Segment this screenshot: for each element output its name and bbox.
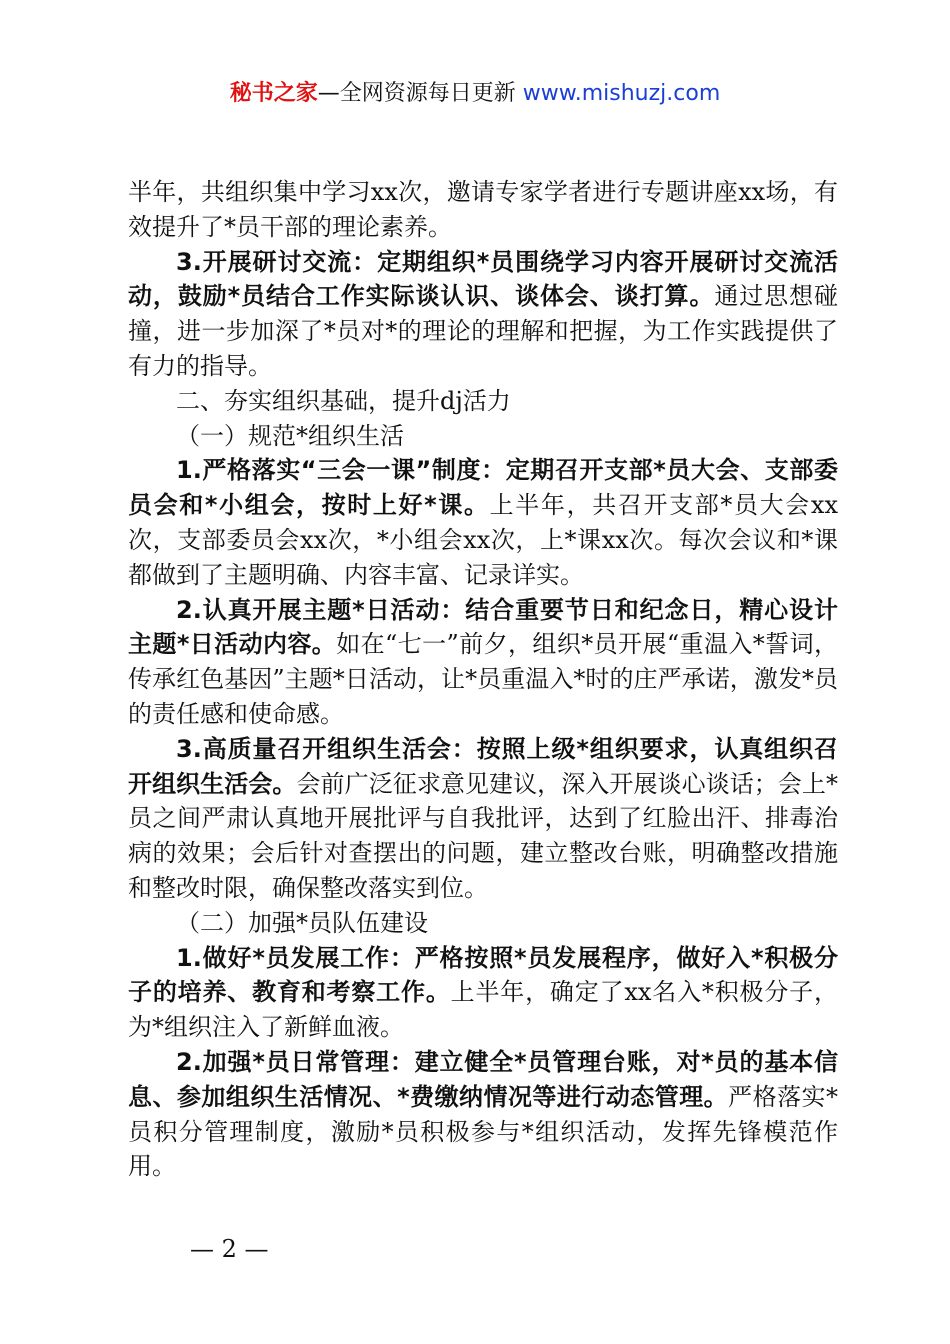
heading-text: （二）加强*员队伍建设	[176, 908, 428, 937]
paragraph-text: 半年，共组织集中学习xx次，邀请专家学者进行专题讲座xx场，有效提升了*员干部的理论素养。	[128, 178, 838, 241]
paragraph-continued	[128, 175, 838, 245]
paragraph-text: 上半年，共召开支部*员大会xx次，支部委员会xx次，*小组会xx次，上*课xx次。每次会议和*课都做到了主题明确、内容丰富、记录详实。	[128, 491, 838, 589]
paragraph-lead: 2.认真开展主题*日活动：结合重要节日和纪念日，精心设计主题*日活动内容。	[128, 595, 838, 659]
paragraph-text: 严格落实*员积分管理制度，激励*员积极参与*组织活动，发挥先锋模范作用。	[128, 1082, 838, 1181]
page-number: — 2 —	[190, 1235, 269, 1263]
paragraph-lead: 3.高质量召开组织生活会：按照上级*组织要求，认真组织召开组织生活会。	[128, 734, 838, 798]
subsection-heading-2	[128, 906, 838, 941]
site-header	[0, 78, 950, 110]
document-body	[128, 175, 838, 1184]
header-tagline: —全网资源每日更新	[317, 81, 523, 106]
subsection-heading-1	[128, 419, 838, 454]
paragraph-text: 会前广泛征求意见建议，深入开展谈心谈话；会上*员之间严肃认真地开展批评与自我批评，达到了红脸出汗、排毒治病的效果；会后针对查摆出的问题，建立整改台账，明确整改措施和整改时限，确保整改落实到位。	[128, 769, 838, 902]
paragraph-lead: 3.开展研讨交流：定期组织*员围绕学习内容开展研讨交流活动，鼓励*员结合工作实际谈认识、谈体会、谈打算。	[128, 247, 838, 311]
section-heading-2	[128, 384, 838, 419]
paragraph-member-development	[128, 941, 838, 1045]
header-brand: 秘书之家	[229, 81, 318, 106]
paragraph-lead: 1.严格落实“三会一课”制度：定期召开支部*员大会、支部委员会和*小组会，按时上好*课。	[128, 456, 838, 520]
heading-text: 二、夯实组织基础，提升dj活力	[176, 386, 511, 415]
paragraph-research-exchange	[128, 245, 838, 384]
heading-text: （一）规范*组织生活	[176, 421, 404, 450]
paragraph-text: 如在“七一”前夕，组织*员开展“重温入*誓词，传承红色基因”主题*日活动，让*员重温入*时的庄严承诺，激发*员的责任感和使命感。	[128, 630, 838, 728]
paragraph-lead: 1.做好*员发展工作：严格按照*员发展程序，做好入*积极分子的培养、教育和考察工作。	[128, 943, 838, 1007]
paragraph-text: 通过思想碰撞，进一步加深了*员对*的理论的理解和把握，为工作实践提供了有力的指导。	[128, 282, 838, 380]
paragraph-three-meetings	[128, 453, 838, 592]
paragraph-life-meeting	[128, 732, 838, 906]
paragraph-theme-day	[128, 593, 838, 732]
paragraph-daily-management	[128, 1045, 838, 1184]
header-url: www.mishuzj.com	[522, 81, 721, 106]
paragraph-text: 上半年，确定了xx名入*积极分子，为*组织注入了新鲜血液。	[128, 978, 839, 1042]
paragraph-lead: 2.加强*员日常管理：建立健全*员管理台账，对*员的基本信息、参加组织生活情况、*费缴纳情况等进行动态管理。	[128, 1047, 838, 1111]
